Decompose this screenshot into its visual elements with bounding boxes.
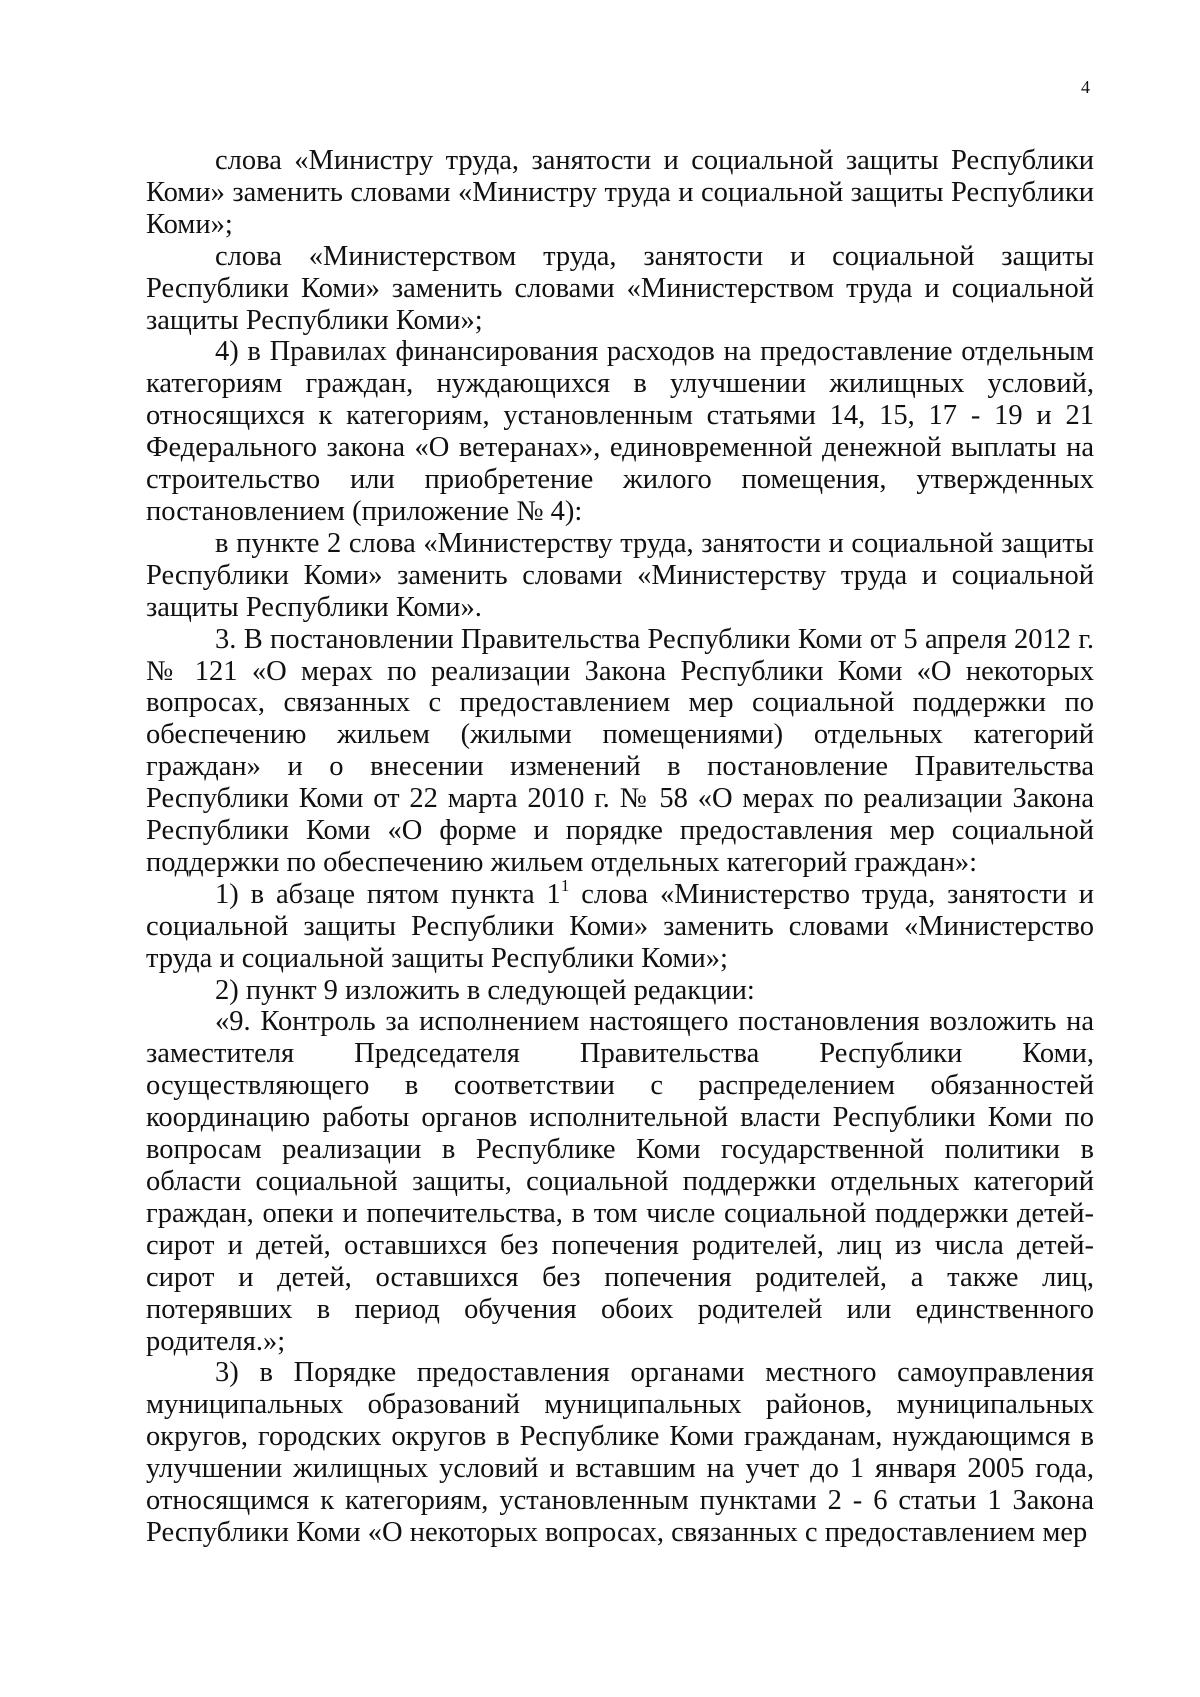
superscript-index: 1: [560, 875, 570, 895]
paragraph-8: «9. Контроль за исполнением настоящего постановления возложить на заместителя Председателя Правительства Республики Коми, осуществляющего в соответствии с распределением обязанностей координацию работы органов исполнительной власти Республики Коми по вопросам реализации в Республике Коми государственной политики в области социальной защиты, социальной поддержки отдельных категорий граждан, опеки и попечительства, в том числе социальной поддержки детей-сирот и детей, оставшихся без попечения родителей, лиц из числа детей-сирот и детей, оставшихся без попечения родителей, а также лиц, потерявших в период обучения обоих родителей или единственного родителя.»;: [146, 1006, 1094, 1357]
document-body: [146, 145, 1094, 1549]
page-number: 4: [1081, 77, 1090, 97]
paragraph-6-end: слова «Министерство труда, занятости и социальной защиты Республики Коми» заменить словами «Министерство труда и социальной защиты Республики Коми»;: [146, 878, 1094, 974]
paragraph-5: 3. В постановлении Правительства Республики Коми от 5 апреля 2012 г. № 121 «О мерах по реализации Закона Республики Коми «О некоторых вопросах, связанных с предоставлением мер социальной поддержки по обеспечению жильем (жилыми помещениями) отдельных категорий граждан» и о внесении изменений в постановление Правительства Республики Коми от 22 марта 2010 г. № 58 «О мерах по реализации Закона Республики Коми «О форме и порядке предоставления мер социальной поддержки по обеспечению жильем отдельных категорий граждан»:: [146, 623, 1094, 878]
paragraph-1: слова «Министру труда, занятости и социальной защиты Республики Коми» заменить словами «Министру труда и социальной защиты Республики Коми»;: [146, 145, 1094, 240]
paragraph-9: 3) в Порядке предоставления органами местного самоуправления муниципальных образований муниципальных районов, муниципальных округов, городских округов в Республике Коми гражданам, нуждающимся в улучшении жилищных условий и вставшим на учет до 1 января 2005 года, относящимся к категориям, установленным пунктами 2 - 6 статьи 1 Закона Республики Коми «О некоторых вопросах, связанных с предоставлением мер: [146, 1357, 1094, 1548]
paragraph-7: 2) пункт 9 изложить в следующей редакции:: [215, 974, 755, 1006]
paragraph-4: в пункте 2 слова «Министерству труда, занятости и социальной защиты Республики Коми» заменить словами «Министерству труда и социальной защиты Республики Коми».: [146, 527, 1094, 623]
paragraph-6: [146, 875, 1094, 975]
paragraph-6-start: 1) в абзаце пятом пункта 1: [215, 878, 561, 910]
paragraph-3: 4) в Правилах финансирования расходов на предоставление отдельным категориям граждан, нуждающихся в улучшении жилищных условий, относящихся к категориям, установленным статьями 14, 15, 17 - 19 и 21 Федерального закона «О ветеранах», единовременной денежной выплаты на строительство или приобретение жилого помещения, утвержденных постановлением (приложение № 4):: [146, 336, 1094, 527]
paragraph-2: слова «Министерством труда, занятости и социальной защиты Республики Коми» заменить словами «Министерством труда и социальной защиты Республики Коми»;: [146, 240, 1094, 336]
